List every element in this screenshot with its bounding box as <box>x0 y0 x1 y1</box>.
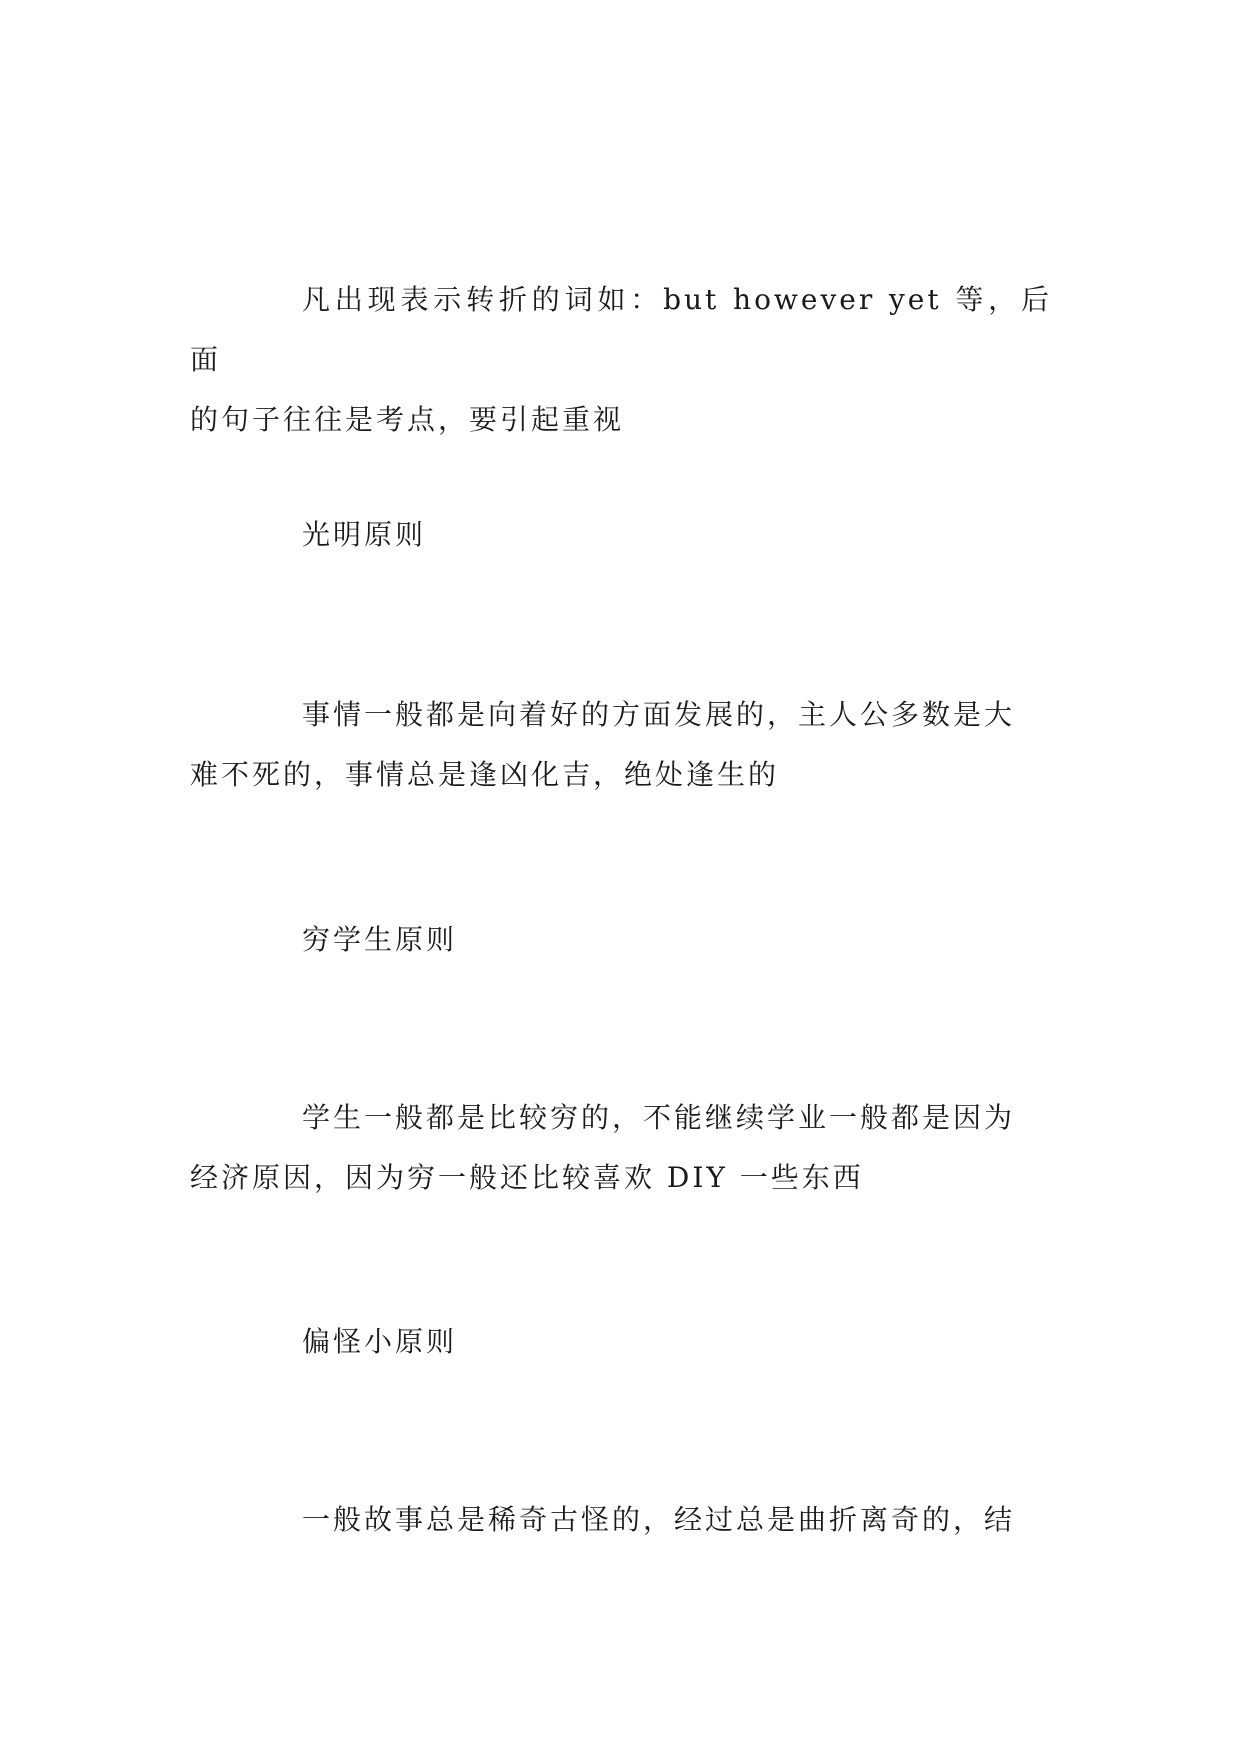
section-heading-poor-student-principle: 穷学生原则 <box>302 923 458 956</box>
paragraph-transition-words <box>190 270 1052 450</box>
paragraph-line: 事情一般都是向着好的方面发展的，主人公多数是大 <box>302 698 1016 731</box>
paragraph-bright-principle <box>190 685 1052 805</box>
paragraph-poor-student-principle <box>190 1088 1052 1208</box>
paragraph-line: 一般故事总是稀奇古怪的，经过总是曲折离奇的，结 <box>302 1503 1016 1536</box>
paragraph-line: 难不死的，事情总是逢凶化吉，绝处逢生的 <box>190 758 780 791</box>
paragraph-line: 学生一般都是比较穷的，不能继续学业一般都是因为 <box>302 1101 1016 1134</box>
paragraph-odd-principle <box>190 1490 1052 1550</box>
paragraph-line: 凡出现表示转折的词如：but however yet 等，后面 <box>190 283 1052 376</box>
paragraph-line: 经济原因，因为穷一般还比较喜欢 DIY 一些东西 <box>190 1161 864 1194</box>
paragraph-line: 的句子往往是考点，要引起重视 <box>190 403 625 436</box>
section-heading-odd-principle: 偏怪小原则 <box>302 1325 458 1358</box>
section-heading-bright-principle: 光明原则 <box>302 518 427 551</box>
